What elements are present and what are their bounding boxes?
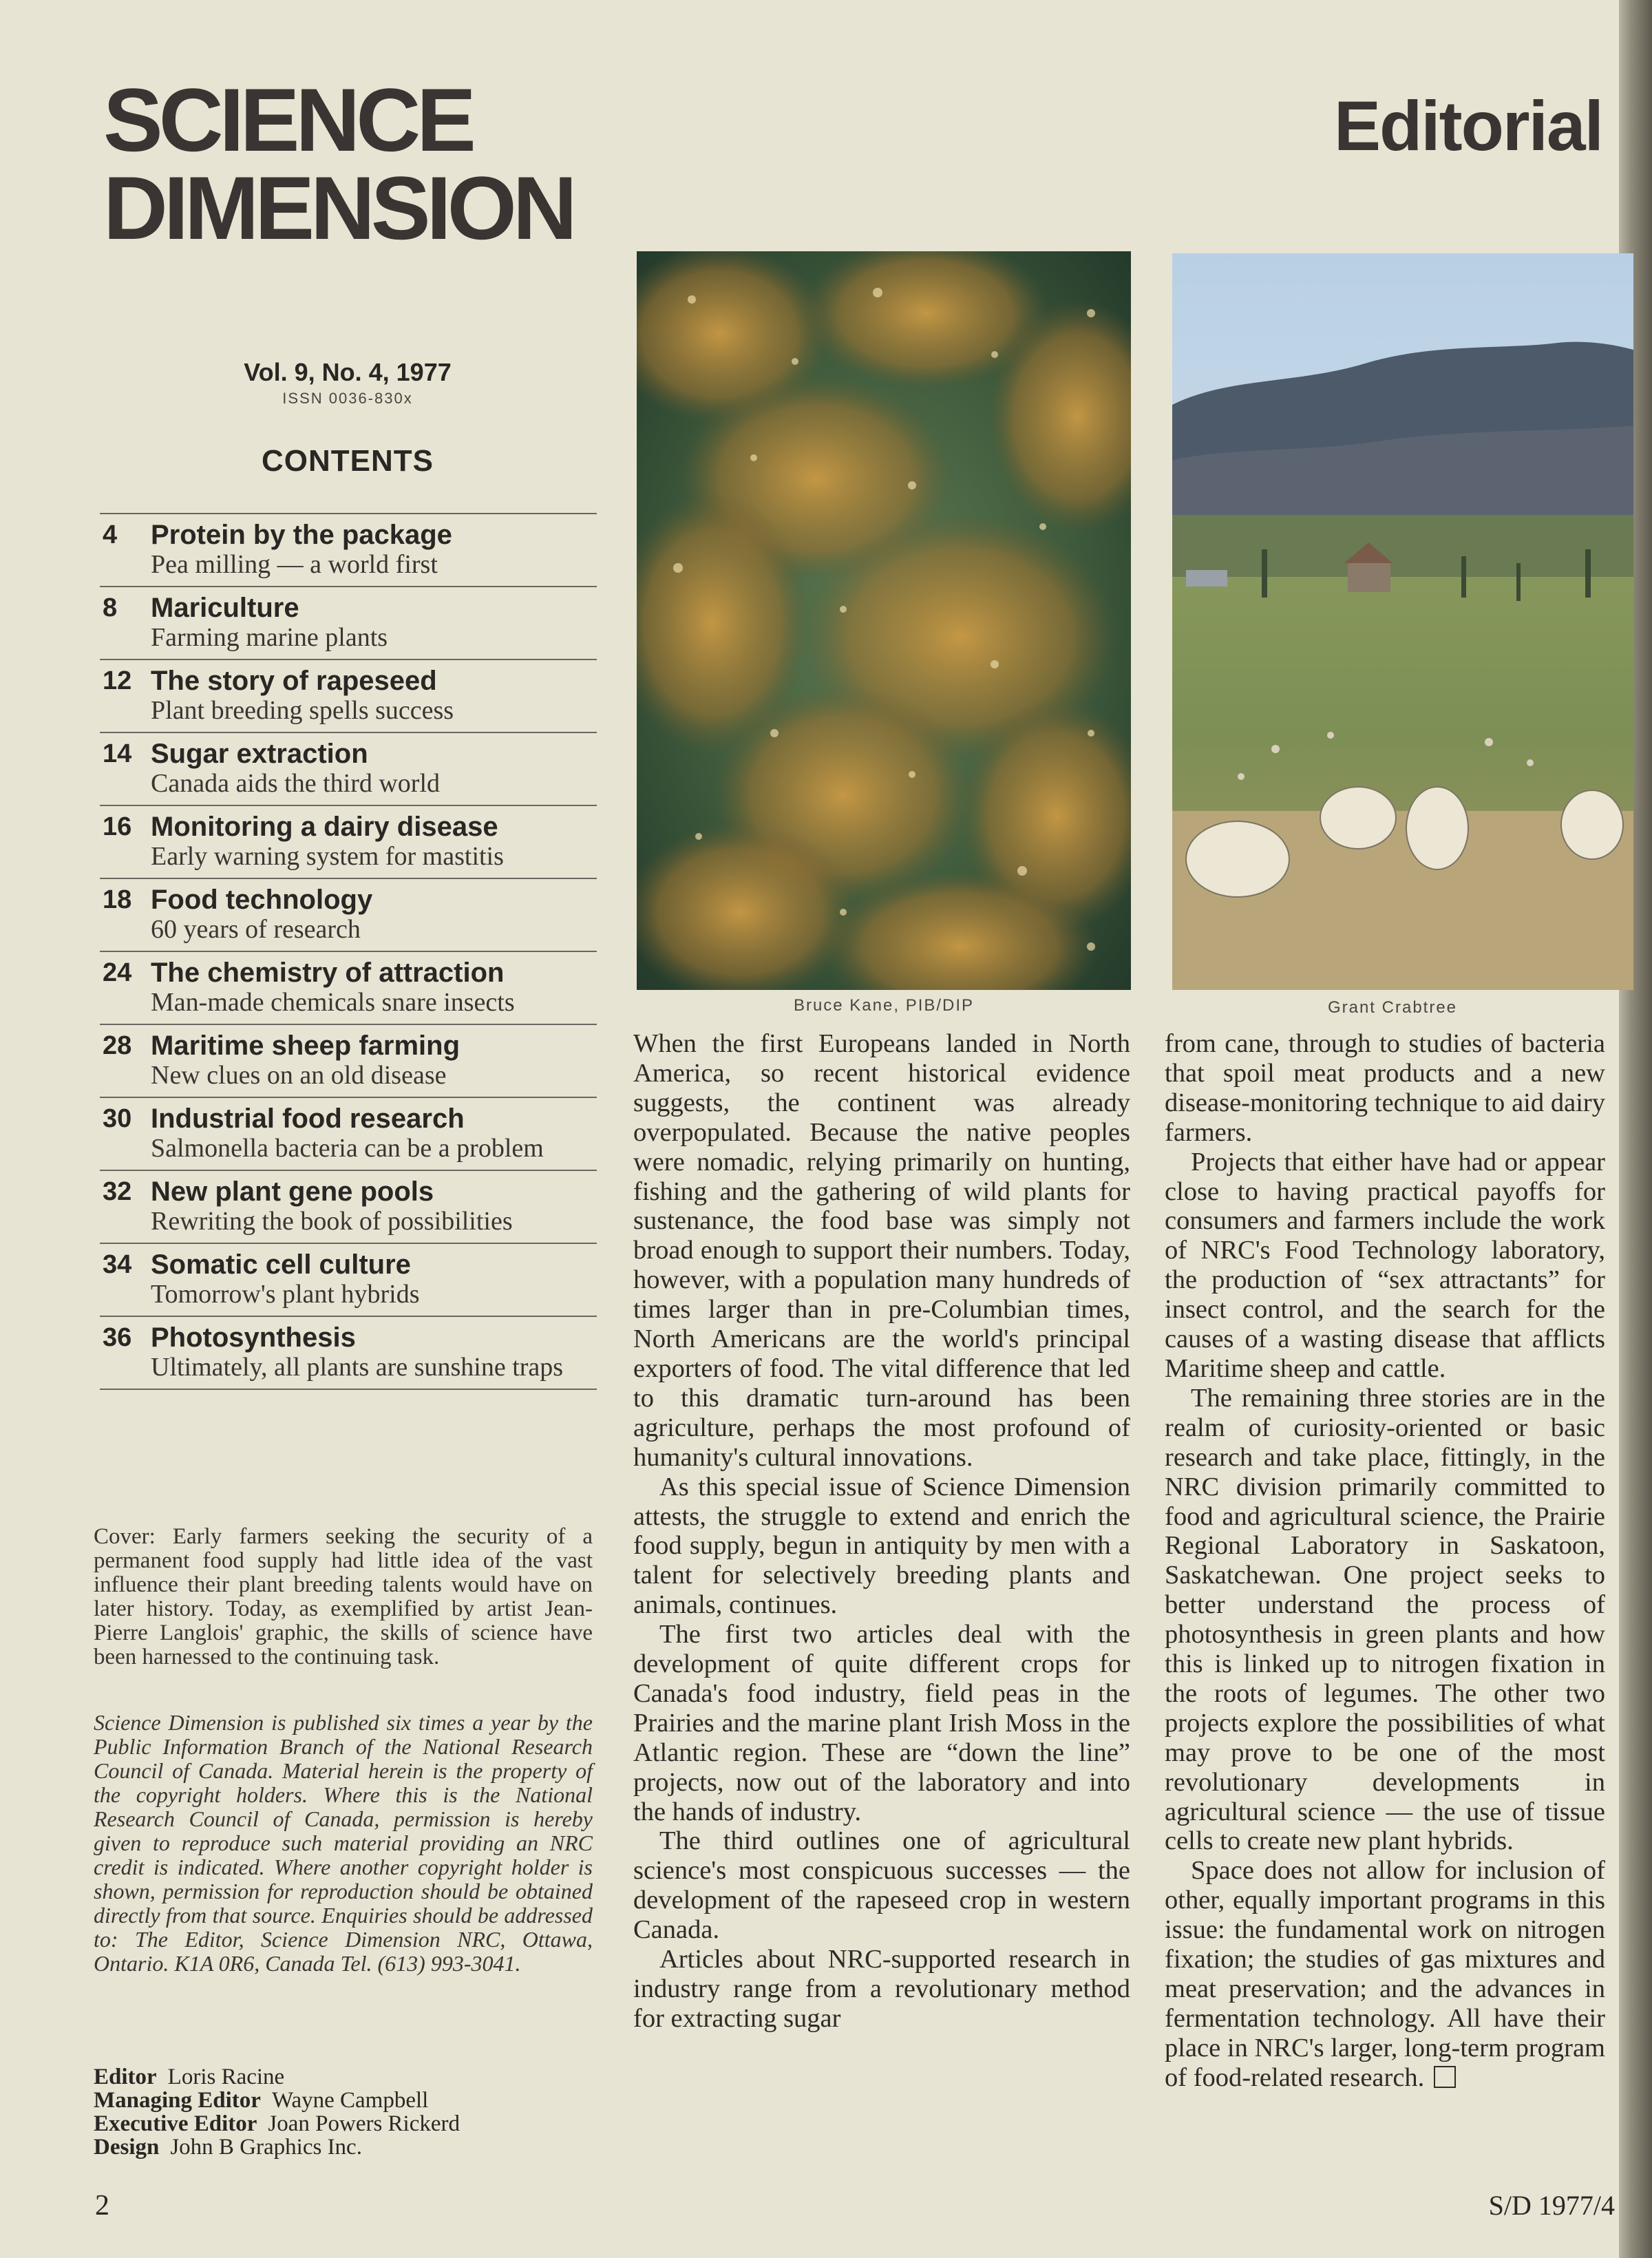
toc-page-number: 12: [103, 666, 132, 695]
credit-role: Managing Editor: [94, 2088, 261, 2113]
toc-subtitle: Farming marine plants: [151, 623, 388, 652]
toc-title: Mariculture: [151, 593, 299, 623]
toc-title: Food technology: [151, 885, 373, 915]
toc-entry[interactable]: [100, 806, 597, 879]
toc-page-number: 30: [103, 1104, 132, 1133]
toc-page-number: 34: [103, 1250, 132, 1279]
toc-entry[interactable]: [100, 1171, 597, 1244]
credit-row: [94, 2135, 593, 2159]
toc-title: Somatic cell culture: [151, 1249, 411, 1280]
issn-label: ISSN 0036-830x: [282, 390, 413, 407]
toc-entry[interactable]: [100, 514, 597, 587]
toc-entry[interactable]: [100, 733, 597, 806]
toc-page-number: 16: [103, 812, 132, 841]
toc-entry[interactable]: [100, 1098, 597, 1171]
toc-subtitle: Pea milling — a world first: [151, 550, 438, 579]
toc-entry[interactable]: [100, 660, 597, 733]
editorial-paragraph: The third outlines one of agricultural science's most conspicuous successes — the development of the rapeseed crop in western Canada.: [633, 1826, 1130, 1945]
sheep-photo-art: [1172, 253, 1633, 990]
publication-notice: Science Dimension is published six times a year by the Public Information Branch of the National Research Council of Canada. Material herein is the property of the copyright holders. Where this is the National Research Council of Canada, permission is hereby given to reproduce such material providing an NRC credit is indicated. Where another copyright holder is shown, permission for reproduction should be obtained directly from that source. Enquiries should be addressed to: The Editor, Science Dimension NRC, Ottawa, Ontario. K1A 0R6, Canada Tel. (613) 993-3041.: [94, 1710, 593, 1976]
toc-page-number: 32: [103, 1177, 132, 1206]
masthead: [103, 70, 573, 258]
editorial-paragraph: As this special issue of Science Dimension attests, the struggle to extend and enrich the food supply, begun in antiquity by men with a talent for selectively breeding plants and animals, continues.: [633, 1472, 1130, 1620]
toc-subtitle: Plant breeding spells success: [151, 696, 454, 725]
credit-row: [94, 2065, 593, 2089]
toc-entry[interactable]: [100, 1317, 597, 1390]
toc-subtitle: New clues on an old disease: [151, 1061, 447, 1090]
toc-page-number: 28: [103, 1031, 132, 1060]
toc-subtitle: Tomorrow's plant hybrids: [151, 1280, 420, 1309]
credit-name: Wayne Campbell: [271, 2088, 429, 2113]
toc-subtitle: Rewriting the book of possibilities: [151, 1207, 513, 1236]
cover-note: Cover: Early farmers seeking the security of a permanent food supply had little idea of the vast influence their plant breeding talents would have on later history. Today, as exemplified by artist Jean-Pierre Langlois' graphic, the skills of science have been harnessed to the continuing task.: [94, 1524, 593, 1669]
credit-role: Design: [94, 2135, 160, 2160]
toc-title: Sugar extraction: [151, 739, 368, 769]
contents-heading: CONTENTS: [262, 444, 434, 478]
toc-subtitle: Early warning system for mastitis: [151, 842, 504, 871]
credit-name: Loris Racine: [167, 2065, 285, 2089]
issue-label: S/D 1977/4: [1488, 2190, 1615, 2221]
editorial-column-2: [1165, 1029, 1605, 2093]
toc-page-number: 4: [103, 520, 118, 549]
seaweed-photo-art: [637, 251, 1131, 990]
credit-name: John B Graphics Inc.: [170, 2135, 362, 2160]
toc-entry[interactable]: [100, 1244, 597, 1317]
toc-title: Monitoring a dairy disease: [151, 812, 498, 842]
toc-subtitle: Salmonella bacteria can be a problem: [151, 1134, 544, 1163]
toc-subtitle: Man-made chemicals snare insects: [151, 988, 515, 1017]
credit-row: [94, 2112, 593, 2135]
toc-title: The story of rapeseed: [151, 666, 437, 696]
editorial-closing-text: Space does not allow for inclusion of other, equally important programs in this issue: the fundamental work on nitrogen fixation; the studies of gas mixtures and meat preservation; and the advances in fermentation technology. All have their place in NRC's larger, long-term program of food-related research.: [1165, 1856, 1605, 2092]
credit-row: [94, 2089, 593, 2112]
toc-entry[interactable]: [100, 1025, 597, 1098]
issue-info: [100, 358, 595, 408]
photo-credit-left: Bruce Kane, PIB/DIP: [793, 996, 975, 1015]
toc-title: Maritime sheep farming: [151, 1031, 460, 1061]
toc-page-number: 14: [103, 739, 132, 768]
end-of-article-icon: [1434, 2066, 1456, 2088]
editorial-paragraph: Articles about NRC-supported research in industry range from a revolutionary method for extracting sugar: [633, 1945, 1130, 2033]
seaweed-photo: [637, 251, 1131, 990]
toc-subtitle: 60 years of research: [151, 915, 361, 944]
toc-title: Photosynthesis: [151, 1322, 356, 1353]
toc-title: Protein by the package: [151, 520, 452, 550]
editorial-paragraph: The remaining three stories are in the realm of curiosity-oriented or basic research and take place, fittingly, in the NRC division primarily committed to food and agricultural science, the Prairie Regional Laboratory in Saskatoon, Saskatchewan. One project seeks to better understand the process of photosynthesis in green plants and how this is linked up to nitrogen fixation in the roots of legumes. The other two projects explore the possibilities of what may prove to be one of the most revolutionary developments in agricultural science — the use of tissue cells to create new plant hybrids.: [1165, 1383, 1605, 1856]
toc-page-number: 8: [103, 593, 118, 622]
sheep-photo: [1172, 253, 1633, 990]
toc-subtitle: Canada aids the third world: [151, 769, 441, 798]
table-of-contents: [100, 513, 597, 1390]
editorial-paragraph: Projects that either have had or appear close to having practical payoffs for consumers and farmers include the work of NRC's Food Technology laboratory, the production of “sex attractants” for insect control, and the search for the causes of a wasting disease that afflicts Maritime sheep and cattle.: [1165, 1147, 1605, 1383]
photo-credit-right: Grant Crabtree: [1327, 998, 1458, 1017]
editorial-paragraph: from cane, through to studies of bacteria that spoil meat products and a new disease-monitoring technique to aid dairy farmers.: [1165, 1029, 1605, 1147]
toc-title: New plant gene pools: [151, 1177, 434, 1207]
masthead-line-1: SCIENCE: [103, 70, 472, 170]
masthead-line-2: DIMENSION: [103, 158, 573, 258]
toc-entry[interactable]: [100, 879, 597, 952]
toc-entry[interactable]: [100, 587, 597, 660]
editorial-paragraph: The first two articles deal with the development of quite different crops for Canada's food industry, field peas in the Prairies and the marine plant Irish Moss in the Atlantic region. These are “down the line” projects, now out of the laboratory and into the hands of industry.: [633, 1620, 1130, 1826]
toc-title: The chemistry of attraction: [151, 958, 505, 988]
editorial-column-1: [633, 1029, 1130, 2034]
toc-page-number: 24: [103, 958, 132, 987]
masthead-credits: [94, 2065, 593, 2159]
toc-page-number: 36: [103, 1323, 132, 1352]
credit-name: Joan Powers Rickerd: [268, 2111, 460, 2136]
toc-title: Industrial food research: [151, 1104, 465, 1134]
toc-page-number: 18: [103, 885, 132, 914]
credit-role: Executive Editor: [94, 2111, 257, 2136]
toc-subtitle: Ultimately, all plants are sunshine traps: [151, 1353, 564, 1382]
credit-role: Editor: [94, 2065, 157, 2089]
volume-label: Vol. 9, No. 4, 1977: [244, 358, 452, 386]
editorial-paragraph: [1165, 1856, 1605, 2092]
page-number: 2: [95, 2190, 109, 2222]
editorial-paragraph: When the first Europeans landed in North America, so recent historical evidence suggests, the continent was already overpopulated. Because the native peoples were nomadic, relying primarily on hunting, fishing and the gathering of wild plants for sustenance, the food base was simply not broad enough to support their numbers. Today, however, with a population many hundreds of times larger than in pre-Columbian times, North Americans are the world's principal exporters of food. The vital difference that led to this dramatic turn-around has been agriculture, perhaps the most profound of humanity's cultural innovations.: [633, 1029, 1130, 1472]
toc-entry[interactable]: [100, 952, 597, 1025]
section-title: Editorial: [1333, 87, 1602, 165]
